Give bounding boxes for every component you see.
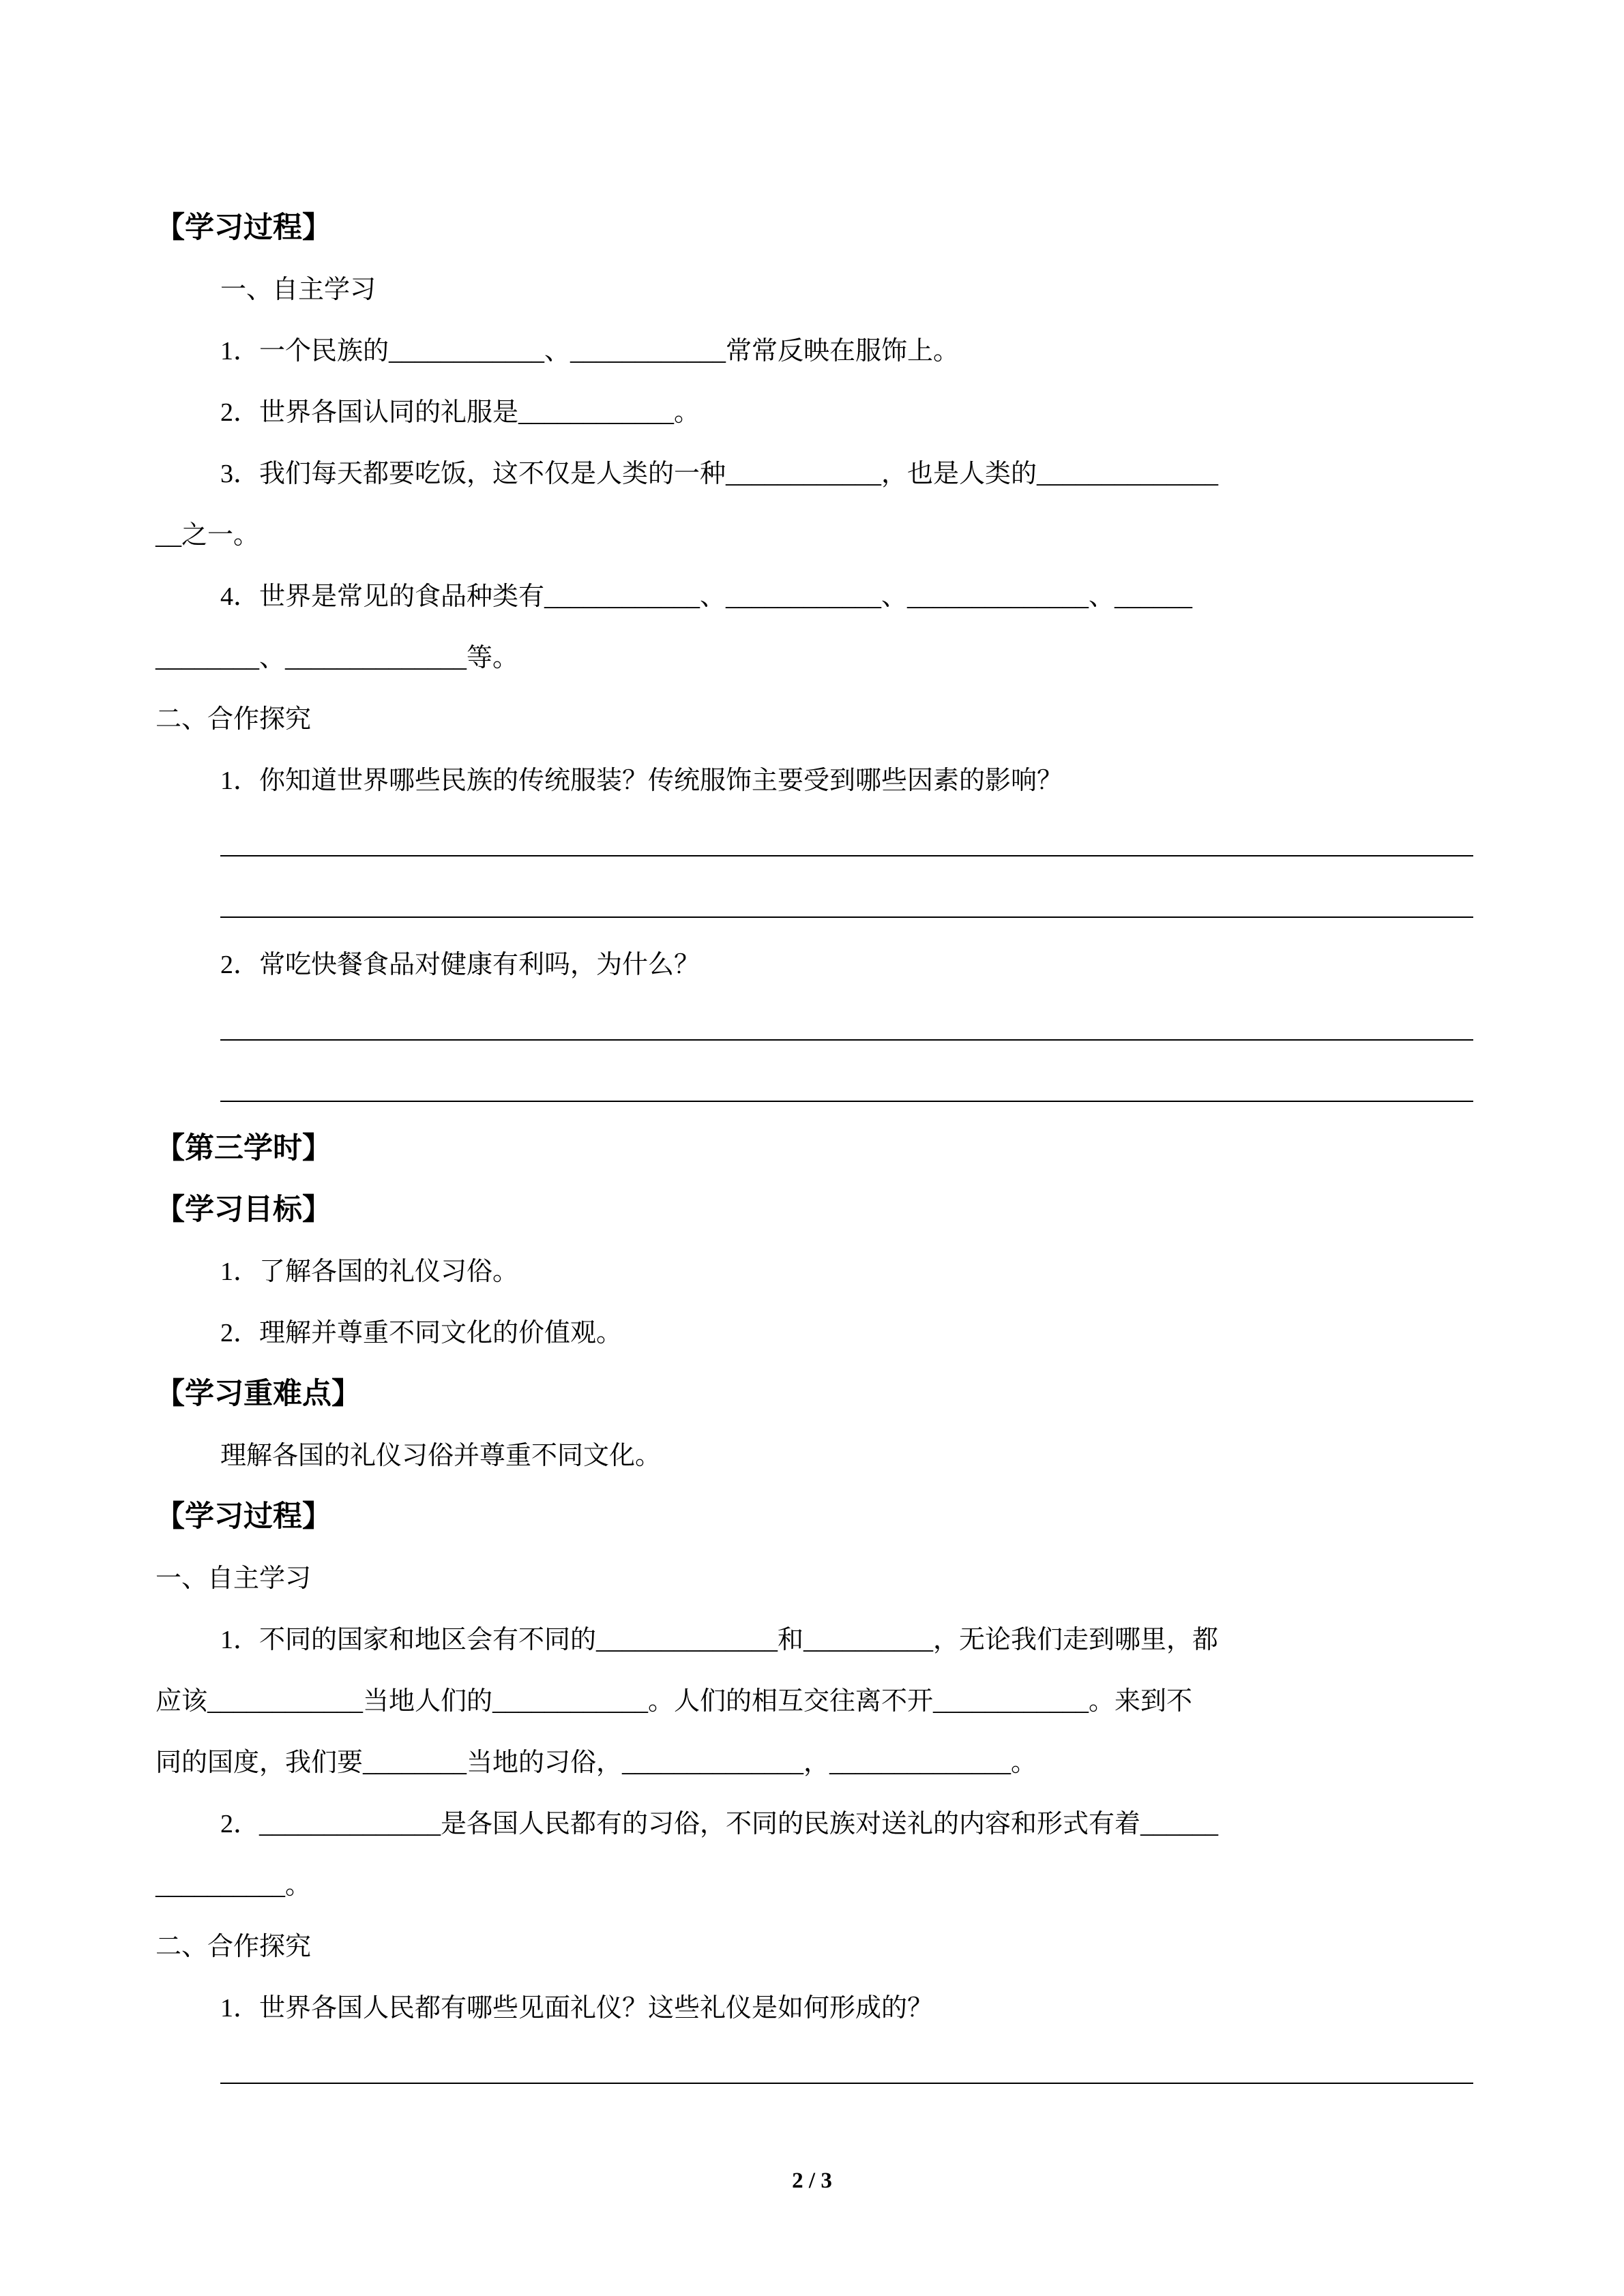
doc-line: 应该____________当地人们的____________。人们的相互交往离不开____________。来到不: [156, 1687, 1193, 1716]
doc-line: 同的国度，我们要________当地的习俗，______________，______________。: [156, 1748, 1037, 1777]
doc-line: 1．一个民族的____________、____________常常反映在服饰上。: [220, 337, 960, 366]
doc-line: 3．我们每天都要吃饭，这不仅是人类的一种____________，也是人类的______________: [220, 460, 1219, 488]
subsection-cooperative-inquiry-2: 二、合作探究: [156, 1933, 312, 1961]
question-line: 1．世界各国人民都有哪些见面礼仪？这些礼仪是如何形成的？: [220, 1994, 934, 2023]
doc-line: 2．世界各国认同的礼服是____________。: [220, 398, 700, 427]
answer-line-rule: [220, 1039, 1473, 1041]
answer-line: [156, 1057, 1473, 1118]
question-line: 2．常吃快餐食品对健康有利吗，为什么？: [220, 951, 700, 979]
answer-line: [156, 2039, 1473, 2100]
subsection-self-study: 一、自主学习: [220, 275, 377, 304]
answer-line-rule: [220, 1101, 1473, 1102]
doc-line: 1．不同的国家和地区会有不同的______________和__________，无论我们走到哪里，都: [220, 1626, 1219, 1654]
answer-line: [156, 811, 1473, 873]
section-heading-learning-goals: 【学习目标】: [156, 1194, 331, 1226]
section-heading-third-period: 【第三学时】: [156, 1133, 331, 1165]
page-number: 2 / 3: [792, 2168, 832, 2193]
doc-line: 1．了解各国的礼仪习俗。: [220, 1257, 519, 1286]
answer-line-rule: [220, 2083, 1473, 2084]
answer-line-rule: [220, 855, 1473, 856]
doc-line: 2．理解并尊重不同文化的价值观。: [220, 1319, 623, 1347]
doc-line: 2．______________是各国人民都有的习俗，不同的民族对送礼的内容和形式有着______: [220, 1810, 1219, 1838]
document-content: [156, 198, 1473, 2100]
answer-line: [156, 996, 1473, 1057]
doc-line: 4．世界是常见的食品种类有____________、____________、______________、______: [220, 582, 1193, 611]
section-heading-study-process: 【学习过程】: [156, 212, 331, 244]
answer-line: [156, 873, 1473, 934]
section-heading-key-difficulties: 【学习重难点】: [156, 1378, 361, 1410]
answer-line-rule: [220, 916, 1473, 918]
subsection-self-study-2: 一、自主学习: [156, 1564, 312, 1593]
question-line: 1．你知道世界哪些民族的传统服装？传统服饰主要受到哪些因素的影响？: [220, 766, 1063, 795]
section-heading-study-process-2: 【学习过程】: [156, 1501, 331, 1533]
doc-line: __________。: [156, 1871, 312, 1900]
doc-line: __之一。: [156, 521, 260, 550]
subsection-cooperative-inquiry: 二、合作探究: [156, 705, 312, 734]
doc-line: ________、______________等。: [156, 644, 519, 672]
doc-line: 理解各国的礼仪习俗并尊重不同文化。: [220, 1442, 662, 1470]
